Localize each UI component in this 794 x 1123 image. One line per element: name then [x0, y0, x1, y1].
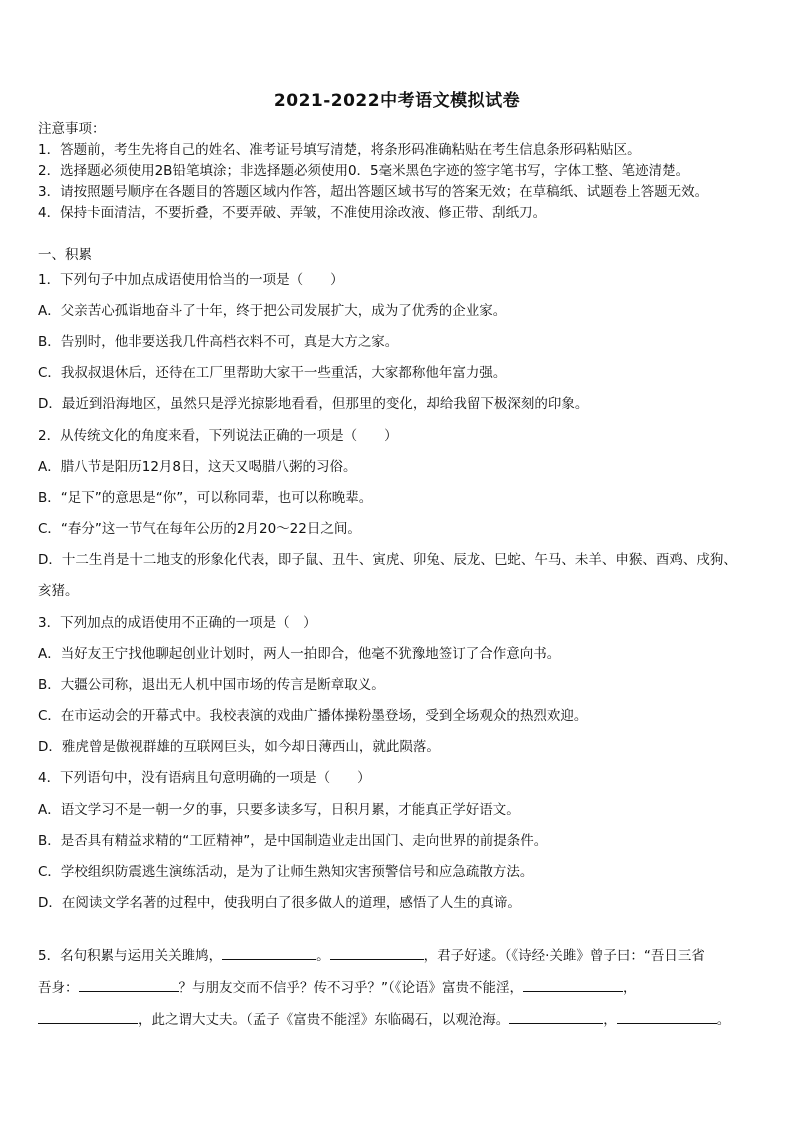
section-heading: 一、积累	[38, 247, 92, 263]
question-1-option-a: A．父亲苦心孤诣地奋斗了十年，终于把公司发展扩大，成为了优秀的企业家。	[38, 303, 507, 319]
notice-heading: 注意事项：	[38, 121, 106, 137]
notice-item: 1．答题前，考生先将自己的姓名、准考证号填写清楚，将条形码准确粘贴在考生信息条形码粘贴区。	[38, 142, 641, 158]
question-4-option-a: A．语文学习不是一朝一夕的事，只要多读多写，日积月累，才能真正学好语文。	[38, 802, 520, 818]
question-5-text: 。	[716, 1012, 731, 1028]
question-5-line-3	[38, 1011, 768, 1029]
question-3-stem: 3．下列加点的成语使用不正确的一项是（ ）	[38, 615, 317, 631]
notice-item: 4．保持卡面清洁，不要折叠，不要弄破、弄皱，不准使用涂改液、修正带、刮纸刀。	[38, 205, 547, 221]
question-5-line-2	[38, 979, 768, 997]
question-3-option-b: B．大疆公司称，退出无人机中国市场的传言是断章取义。	[38, 677, 385, 693]
exam-title: 2021-2022中考语文模拟试卷	[273, 91, 521, 111]
question-2-option-a: A．腊八节是阳历12月8日，这天又喝腊八粥的习俗。	[38, 459, 357, 475]
question-2-option-c: C．“春分”这一节气在每年公历的2月20～22日之间。	[38, 521, 361, 537]
question-3-option-a: A．当好友王宁找他聊起创业计划时，两人一拍即合，他毫不犹豫地签订了合作意向书。	[38, 646, 561, 662]
answer-blank[interactable]	[523, 979, 623, 992]
question-5-text: 5．名句积累与运用关关雎鸠，	[38, 948, 223, 964]
question-2-stem: 2．从传统文化的角度来看，下列说法正确的一项是（ ）	[38, 428, 398, 444]
question-3-option-c: C．在市运动会的开幕式中。我校表演的戏曲广播体操粉墨登场，受到全场观众的热烈欢迎。	[38, 708, 588, 724]
question-5-line-1	[38, 947, 768, 965]
answer-blank[interactable]	[38, 1011, 138, 1024]
question-5-text: ，此之谓大丈夫。（孟子《富贵不能淫》东临碣石，以观沧海。	[138, 1012, 510, 1028]
answer-blank[interactable]	[617, 1011, 717, 1024]
question-5-text: 。	[316, 948, 330, 964]
answer-blank[interactable]	[330, 947, 424, 960]
question-5-text: 吾身：	[38, 980, 79, 996]
answer-blank[interactable]	[222, 947, 316, 960]
question-1-stem: 1．下列句子中加点成语使用恰当的一项是（ ）	[38, 272, 344, 288]
question-5-text: ，君子好逑。（《诗经·关雎》曾子曰：“吾日三省	[423, 948, 705, 964]
notice-item: 3．请按照题号顺序在各题目的答题区域内作答，超出答题区域书写的答案无效；在草稿纸、试题卷上答题无效。	[38, 184, 709, 200]
question-2-option-d-continued: 亥猪。	[38, 583, 79, 599]
question-5-text: ，	[603, 1012, 617, 1028]
question-5-text: ？与朋友交而不信乎？传不习乎？”（《论语》富贵不能淫，	[178, 980, 523, 996]
question-5-text: ，	[623, 980, 637, 996]
question-4-option-c: C．学校组织防震逃生演练活动，是为了让师生熟知灾害预警信号和应急疏散方法。	[38, 864, 534, 880]
question-2-option-b: B．“足下”的意思是“你”，可以称同辈，也可以称晚辈。	[38, 490, 373, 506]
question-4-option-d: D．在阅读文学名著的过程中，使我明白了很多做人的道理，感悟了人生的真谛。	[38, 895, 521, 911]
question-4-stem: 4．下列语句中，没有语病且句意明确的一项是（ ）	[38, 770, 371, 786]
question-1-option-c: C．我叔叔退休后，还待在工厂里帮助大家干一些重活，大家都称他年富力强。	[38, 365, 507, 381]
question-3-option-d: D．雅虎曾是傲视群雄的互联网巨头，如今却日薄西山，就此陨落。	[38, 739, 440, 755]
question-2-option-d: D．十二生肖是十二地支的形象化代表，即子鼠、丑牛、寅虎、卯兔、辰龙、巳蛇、午马、未羊、申猴、酉鸡、戌狗、	[38, 552, 737, 568]
question-4-option-b: B．是否具有精益求精的“工匠精神”，是中国制造业走出国门、走向世界的前提条件。	[38, 833, 548, 849]
notice-item: 2．选择题必须使用2B铅笔填涂；非选择题必须使用0．5毫米黑色字迹的签字笔书写，字体工整、笔迹清楚。	[38, 163, 690, 179]
question-1-option-b: B．告别时，他非要送我几件高档衣料不可，真是大方之家。	[38, 334, 399, 350]
answer-blank[interactable]	[79, 979, 179, 992]
answer-blank[interactable]	[509, 1011, 603, 1024]
question-1-option-d: D．最近到沿海地区，虽然只是浮光掠影地看看，但那里的变化，却给我留下极深刻的印象。	[38, 396, 589, 412]
